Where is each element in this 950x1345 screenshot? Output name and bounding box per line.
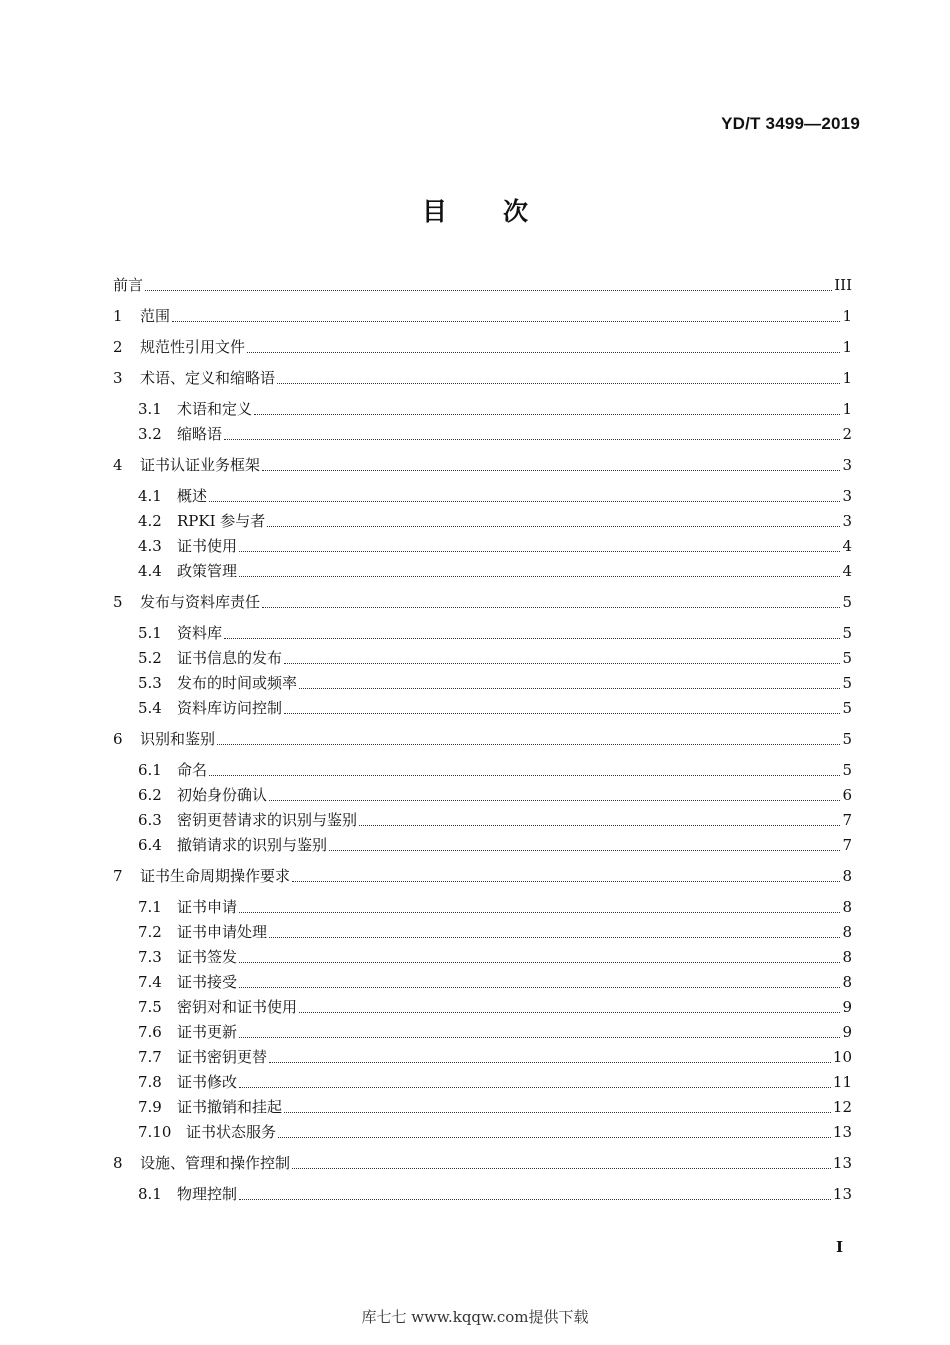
- toc-entry-number: 1: [113, 307, 123, 325]
- dot-leader: [269, 799, 840, 801]
- toc-entry[interactable]: [113, 672, 852, 694]
- toc-entry-label: 范围: [140, 307, 171, 325]
- toc-entry-label: 发布与资料库责任: [140, 593, 261, 611]
- toc-entry-page: 7: [842, 811, 852, 829]
- dot-leader: [209, 500, 840, 502]
- toc-entry-number: 5.3: [138, 674, 162, 692]
- toc-entry[interactable]: [113, 784, 852, 806]
- toc-entry-number: 7.2: [138, 923, 162, 941]
- dot-leader: [284, 712, 840, 714]
- toc-entry[interactable]: [113, 697, 852, 719]
- dot-leader: [292, 880, 840, 882]
- toc-entry-label: 规范性引用文件: [140, 338, 246, 356]
- toc-entry-number: 5.4: [138, 699, 162, 717]
- page-number: I: [836, 1238, 844, 1256]
- toc-entry-page: 3: [842, 456, 852, 474]
- dot-leader: [172, 320, 840, 322]
- dot-leader: [299, 1011, 840, 1013]
- dot-leader: [239, 575, 840, 577]
- toc-entry-page: 4: [842, 562, 852, 580]
- toc-entry-number: 3: [113, 369, 123, 387]
- toc-entry-number: 2: [113, 338, 123, 356]
- toc-entry[interactable]: [113, 996, 852, 1018]
- toc-entry-label: 证书信息的发布: [177, 649, 283, 667]
- toc-entry[interactable]: [113, 560, 852, 582]
- toc-entry-number: 7.5: [138, 998, 162, 1016]
- dot-leader: [267, 525, 840, 527]
- toc-entry-page: 11: [832, 1073, 852, 1091]
- toc-entry[interactable]: [113, 454, 852, 476]
- toc-entry-page: 7: [842, 836, 852, 854]
- toc-title: [0, 192, 950, 228]
- toc-entry-number: 3.2: [138, 425, 162, 443]
- toc-entry-page: 9: [842, 998, 852, 1016]
- dot-leader: [145, 289, 832, 291]
- toc-entry[interactable]: [113, 336, 852, 358]
- toc-entry-label: 证书密钥更替: [177, 1048, 268, 1066]
- toc-entry-page: III: [834, 276, 852, 294]
- dot-leader: [359, 824, 840, 826]
- toc-entry-number: 6: [113, 730, 123, 748]
- dot-leader: [239, 986, 840, 988]
- toc-entry-label: 术语、定义和缩略语: [140, 369, 276, 387]
- toc-entry[interactable]: [113, 921, 852, 943]
- toc-entry[interactable]: [113, 896, 852, 918]
- toc-entry-label: 证书状态服务: [186, 1123, 277, 1141]
- toc-entry-number: 4.2: [138, 512, 162, 530]
- toc-entry[interactable]: [113, 759, 852, 781]
- toc-entry-label: 证书接受: [177, 973, 238, 991]
- toc-title-char-1: 目: [421, 197, 447, 226]
- toc-entry[interactable]: [113, 1096, 852, 1118]
- toc-entry[interactable]: [113, 1021, 852, 1043]
- toc-entry[interactable]: [113, 809, 852, 831]
- dot-leader: [217, 743, 840, 745]
- toc-entry[interactable]: [113, 1046, 852, 1068]
- toc-entry-page: 5: [842, 699, 852, 717]
- toc-entry-number: 4.1: [138, 487, 162, 505]
- toc-entry-page: 3: [842, 512, 852, 530]
- toc-entry-number: 7.6: [138, 1023, 162, 1041]
- dot-leader: [224, 637, 840, 639]
- toc-entry[interactable]: [113, 423, 852, 445]
- dot-leader: [224, 438, 840, 440]
- toc-entry-label: 政策管理: [177, 562, 238, 580]
- dot-leader: [269, 936, 840, 938]
- toc-entry-page: 8: [842, 867, 852, 885]
- download-footer: 库七七 www.kqqw.com提供下载: [361, 1308, 589, 1326]
- toc-entry-page: 1: [842, 400, 852, 418]
- toc-entry-page: 5: [842, 674, 852, 692]
- dot-leader: [239, 1198, 831, 1200]
- toc-entry-number: 7.9: [138, 1098, 162, 1116]
- toc-entry[interactable]: [113, 834, 852, 856]
- dot-leader: [239, 550, 840, 552]
- toc-entry-page: 5: [842, 730, 852, 748]
- toc-entry-label: 证书申请: [177, 898, 238, 916]
- toc-entry-number: 5.1: [138, 624, 162, 642]
- toc-entry[interactable]: [113, 1071, 852, 1093]
- toc-entry-page: 6: [842, 786, 852, 804]
- toc-entry-page: 8: [842, 898, 852, 916]
- toc-entry-number: 6.2: [138, 786, 162, 804]
- toc-entry-label: 证书撤销和挂起: [177, 1098, 283, 1116]
- toc-entry[interactable]: [113, 971, 852, 993]
- toc-entry-number: 6.4: [138, 836, 162, 854]
- dot-leader: [262, 469, 840, 471]
- dot-leader: [239, 961, 840, 963]
- toc-entry-label: 密钥更替请求的识别与鉴别: [177, 811, 358, 829]
- toc-entry[interactable]: [113, 274, 852, 296]
- toc-entry-label: 命名: [177, 761, 208, 779]
- dot-leader: [329, 849, 840, 851]
- toc-entry[interactable]: [113, 591, 852, 613]
- toc-entry-number: 8.1: [138, 1185, 162, 1203]
- toc-entry-number: 7.4: [138, 973, 162, 991]
- toc-entry-number: 4.4: [138, 562, 162, 580]
- toc-entry[interactable]: [113, 865, 852, 887]
- toc-entry-label: 初始身份确认: [177, 786, 268, 804]
- toc-entry-number: 3.1: [138, 400, 162, 418]
- toc-entry-label: 撤销请求的识别与鉴别: [177, 836, 328, 854]
- toc-entry[interactable]: [113, 1183, 852, 1205]
- toc-entry-page: 8: [842, 923, 852, 941]
- toc-entry-label: 证书申请处理: [177, 923, 268, 941]
- toc-entry[interactable]: [113, 535, 852, 557]
- dot-leader: [292, 1167, 831, 1169]
- dot-leader: [284, 1111, 831, 1113]
- toc-entry-number: 7.3: [138, 948, 162, 966]
- toc-entry-page: 3: [842, 487, 852, 505]
- toc-entry-page: 9: [842, 1023, 852, 1041]
- toc-entry-page: 1: [842, 338, 852, 356]
- toc-entry[interactable]: [113, 510, 852, 532]
- toc-entry[interactable]: [113, 398, 852, 420]
- dot-leader: [239, 1036, 840, 1038]
- toc-entry[interactable]: [113, 647, 852, 669]
- toc-entry-label: 前言: [113, 276, 144, 294]
- toc-entry-label: 证书认证业务框架: [140, 456, 261, 474]
- toc-entry-label: 证书签发: [177, 948, 238, 966]
- toc-entry-number: 5.2: [138, 649, 162, 667]
- toc-entry-label: 资料库访问控制: [177, 699, 283, 717]
- document-code: YD/T 3499—2019: [721, 114, 860, 133]
- dot-leader: [262, 606, 840, 608]
- toc-entry-label: RPKI 参与者: [177, 512, 266, 530]
- toc-entry-page: 5: [842, 593, 852, 611]
- toc-entry-page: 8: [842, 973, 852, 991]
- toc-entry[interactable]: [113, 1121, 852, 1143]
- toc-entry-label: 证书更新: [177, 1023, 238, 1041]
- toc-entry-label: 缩略语: [177, 425, 223, 443]
- dot-leader: [239, 911, 840, 913]
- toc-entry-number: 7.10: [138, 1123, 172, 1141]
- toc-entry-label: 证书使用: [177, 537, 238, 555]
- toc-entry-label: 发布的时间或频率: [177, 674, 298, 692]
- toc-entry-page: 13: [832, 1123, 852, 1141]
- toc-entry-label: 概述: [177, 487, 208, 505]
- toc-entry-page: 5: [842, 624, 852, 642]
- toc-entry-number: 8: [113, 1154, 123, 1172]
- toc-entry-number: 5: [113, 593, 123, 611]
- toc-entry-number: 6.1: [138, 761, 162, 779]
- toc-entry-page: 4: [842, 537, 852, 555]
- dot-leader: [277, 382, 840, 384]
- toc-entry[interactable]: [113, 1152, 852, 1174]
- toc-entry-number: 7.8: [138, 1073, 162, 1091]
- toc-entry-number: 7.1: [138, 898, 162, 916]
- toc-entry-number: 7: [113, 867, 123, 885]
- toc-entry[interactable]: [113, 728, 852, 750]
- dot-leader: [209, 774, 840, 776]
- toc-entry[interactable]: [113, 305, 852, 327]
- toc-entry-page: 12: [832, 1098, 852, 1116]
- toc-entry-number: 6.3: [138, 811, 162, 829]
- toc-entry-page: 5: [842, 761, 852, 779]
- toc-entry-page: 13: [832, 1185, 852, 1203]
- toc-entry[interactable]: [113, 946, 852, 968]
- toc-entry-label: 证书生命周期操作要求: [140, 867, 291, 885]
- dot-leader: [284, 662, 840, 664]
- toc-entry-page: 10: [832, 1048, 852, 1066]
- toc-entry-page: 5: [842, 649, 852, 667]
- toc-entry-page: 13: [832, 1154, 852, 1172]
- dot-leader: [247, 351, 840, 353]
- dot-leader: [239, 1086, 831, 1088]
- toc-entry-label: 物理控制: [177, 1185, 238, 1203]
- toc-entry-number: 7.7: [138, 1048, 162, 1066]
- toc-entry-label: 证书修改: [177, 1073, 238, 1091]
- toc-entry-page: 1: [842, 369, 852, 387]
- dot-leader: [269, 1061, 831, 1063]
- toc-entry-page: 8: [842, 948, 852, 966]
- toc-entry-label: 术语和定义: [177, 400, 253, 418]
- toc-entry-label: 识别和鉴别: [140, 730, 216, 748]
- toc-entry-page: 2: [842, 425, 852, 443]
- dot-leader: [278, 1136, 831, 1138]
- toc-entry[interactable]: [113, 485, 852, 507]
- toc-entry-label: 密钥对和证书使用: [177, 998, 298, 1016]
- toc-entry-number: 4.3: [138, 537, 162, 555]
- toc-entry[interactable]: [113, 622, 852, 644]
- toc-entry-number: 4: [113, 456, 123, 474]
- toc-entry-label: 资料库: [177, 624, 223, 642]
- toc-title-char-2: 次: [503, 197, 529, 226]
- dot-leader: [254, 413, 840, 415]
- toc-entry-page: 1: [842, 307, 852, 325]
- dot-leader: [299, 687, 840, 689]
- toc-entry-label: 设施、管理和操作控制: [140, 1154, 291, 1172]
- toc-entry[interactable]: [113, 367, 852, 389]
